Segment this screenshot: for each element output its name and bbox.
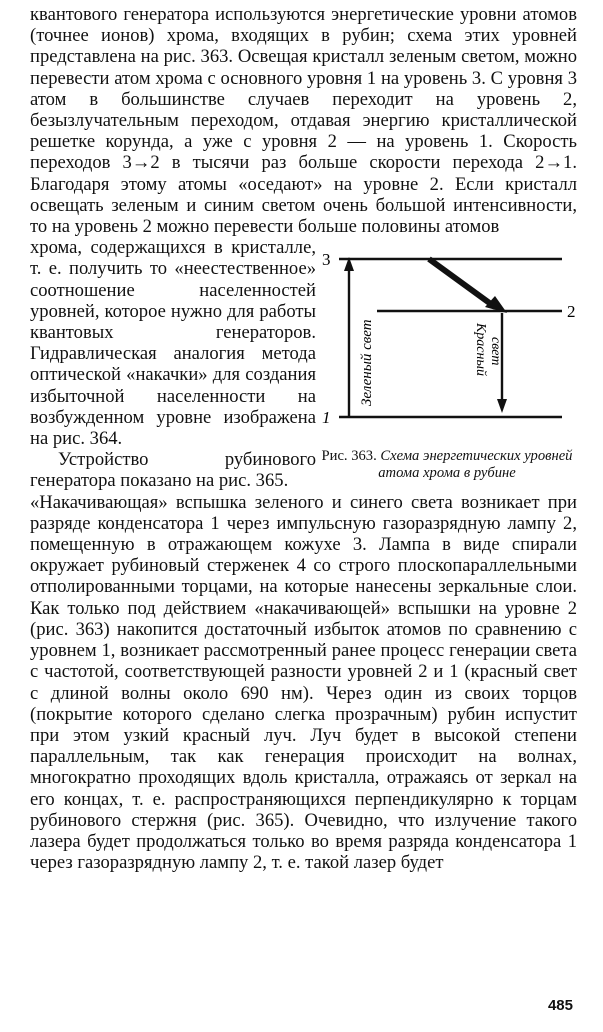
caption-number: Рис. 363. (321, 448, 377, 465)
green-light-label: Зеленый свет (359, 319, 375, 407)
level-2-label: 2 (567, 302, 576, 322)
figure-caption (317, 448, 577, 482)
energy-level-diagram (317, 241, 577, 441)
caption-text: Схема энергетических уровней атома хрома в рубине (378, 448, 573, 482)
red-arrow-head (497, 399, 507, 413)
red-light-label-1: Красный (473, 323, 488, 377)
figure-363 (317, 241, 577, 482)
paragraph-side: хрома, содержащихся в кристалле, т. е. получить то «неестественное» соотношение населенностей уровней, которое нужно для работы квантовых генераторов. Гидравлическая аналогия метода оптической «накачки» для создания избыточной населенности на возбужденном уровне изображена на рис. 364. (30, 237, 316, 450)
text-figure-row (30, 237, 577, 491)
paragraph-top: квантового генератора используются энергетические уровни атомов (точнее ионов) хрома, входящих в рубин; схема этих уровней представлена на рис. 363. Освещая кристалл зеленым светом, можно перевести атом хрома с основного уровня 1 на уровень 3. С уровня 3 атом в большинстве случаев переходит на уровень 2, безызлучательным переходом, отдавая энергию кристаллической решетке корунда, а уже с уровня 2 — на уровень 1. Скорость переходов 3→2 в тысячи раз больше скорости перехода 2→1. Благодаря этому атомы «оседают» на уровне 2. Если кристалл освещать зеленым и синим светом очень большой интенсивности, то на уровень 2 можно перевести больше половины атомов (30, 4, 577, 238)
red-light-label-2: свет (488, 337, 503, 366)
side-column (30, 237, 316, 491)
paragraph-side2: Устройство рубинового генератора показано на рис. 365. (30, 449, 316, 492)
paragraph-main: «Накачивающая» вспышка зеленого и синего света возникает при разряде конденсатора 1 через импульсную газоразрядную лампу 2, помещенную в отражающем кожухе 3. Лампа в виде спирали окружает рубиновый стерженек 4 со строго плоскопараллельными отполированными торцами, на которые нанесены зеркальные слои. Как только под действием «накачивающей» вспышки на уровне 2 (рис. 363) накопится достаточный избыток атомов по сравнению с уровнем 1, возникает рассмотренный ранее процесс генерации света с частотой, соответствующей разности уровней 2 и 1 (красный свет с длиной волны около 690 нм). Через один из своих торцов (покрытие которого сделано слегка прозрачным) рубин испустит при этом узкий красный луч. Луч будет в высокой степени параллельным, так как генерация происходит на волнах, многократно проходящих вдоль кристалла, отражаясь от зеркал на его концах, т. е. распространяющихся перпендикулярно к торцам рубинового стержня (рис. 365). Очевидно, что излучение такого лазера будет продолжаться только во время разряда конденсатора 1 через газоразрядную лампу 2, т. е. такой лазер будет (30, 491, 577, 874)
level-1-label: 1 (322, 408, 331, 428)
nonradiative-transition (429, 259, 495, 307)
page-number: 485 (547, 997, 573, 1014)
level-3-label: 3 (322, 250, 331, 270)
